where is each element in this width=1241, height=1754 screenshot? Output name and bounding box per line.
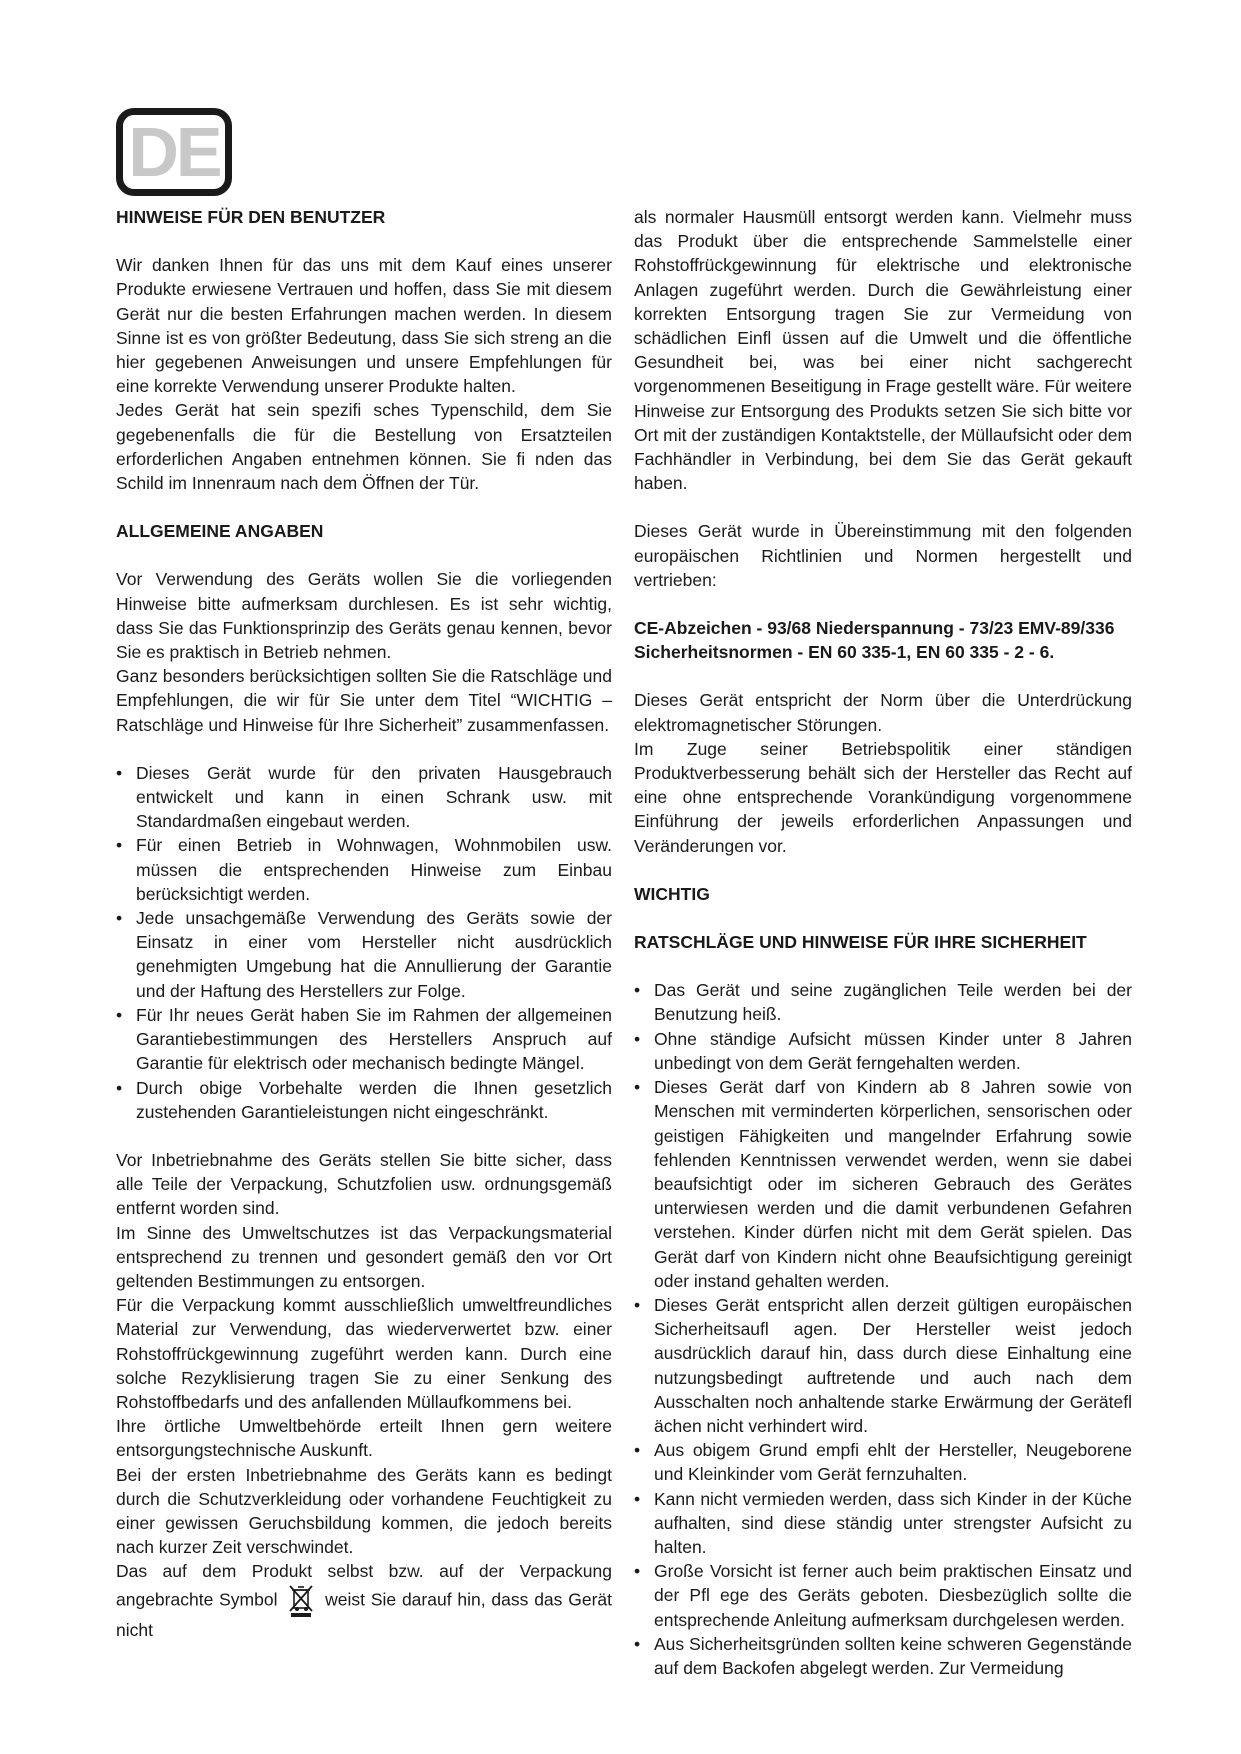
paragraph-policy: Im Zuge seiner Betriebspolitik einer ständigen Produktverbesserung behält sich der Hersteller das Recht auf eine ohne entsprechende Vorankündigung vorgenommene Einführung der jeweils erforderlichen Anpassungen und Veränderungen vor. <box>634 738 1132 856</box>
heading-safety: RATSCHLÄGE UND HINWEISE FÜR IHRE SICHERHEIT <box>634 932 1087 953</box>
list-item: • Jede unsachgemäße Verwendung des Geräts sowie der Einsatz in einer vom Hersteller nicht ausdrücklich genehmigten Umgebung hat die Annullierung der Garantie und der Haftung des Herstellers zur Folge. <box>116 906 612 1003</box>
paragraph-material: Für die Verpackung kommt ausschließlich umweltfreundliches Material zur Verwendung, das wiederverwertet bzw. einer Rohstoffrückgewinnung zugeführt werden kann. Durch eine solche Rezyklisierung tragen Sie zu einer Senkung des Rohstoffbedarfs und des anfallenden Müllaufkommens bei. <box>116 1295 612 1412</box>
paragraph-packaging: Vor Inbetriebnahme des Geräts stellen Sie bitte sicher, dass alle Teile der Verpackung, Schutzfolien usw. ordnungsgemäß entfernt worden sind. <box>116 1149 612 1219</box>
paragraph-weee-symbol <box>116 1559 612 1641</box>
safety-standards-line: Sicherheitsnormen - EN 60 335-1, EN 60 335 - 2 - 6. <box>634 642 1055 663</box>
left-column <box>116 205 612 1642</box>
list-item: • Durch obige Vorbehalte werden die Ihnen gesetzlich zustehenden Garantieleistungen nicht eingeschränkt. <box>116 1076 612 1124</box>
paragraph-emc: Dieses Gerät entspricht der Norm über die Unterdrückung elektromagnetischer Störungen. <box>634 690 1132 735</box>
right-column <box>634 205 1132 1680</box>
language-badge-de <box>116 108 232 196</box>
list-item: • Große Vorsicht ist ferner auch beim praktischen Einsatz und der Pfl ege des Geräts geboten. Diesbezüglich sollte die entsprechende Anleitung aufmerksam durchgelesen werden. <box>634 1559 1132 1632</box>
ce-mark-line: CE-Abzeichen - 93/68 Niederspannung - 73/23 EMV-89/336 <box>634 618 1115 639</box>
paragraph-authority: Ihre örtliche Umweltbehörde erteilt Ihnen gern weitere entsorgungstechnische Auskunft. <box>116 1416 612 1461</box>
paragraph-disposal: als normaler Hausmüll entsorgt werden kann. Vielmehr muss das Produkt über die entsprechende Sammelstelle einer Rohstoffrückgewinnung für elektrische und elektronische Anlagen zugeführt werden. Durch die Gewährleistung einer korrekten Entsorgung tragen Sie zur Vermeidung von schädlichen Einfl üssen auf die Umwelt und die öffentliche Gesundheit bei, was bei einer nicht sachgerecht vorgenommenen Beseitigung in Frage gestellt wäre. Für weitere Hinweise zur Entsorgung des Produkts setzen Sie sich bitte vor Ort mit der zuständigen Kontaktstelle, der Müllaufsicht oder dem Fachhändler in Verbindung, bei dem Sie das Gerät gekauft haben. <box>634 207 1133 494</box>
list-item: • Dieses Gerät wurde für den privaten Hausgebrauch entwickelt und kann in einen Schrank usw. mit Standardmaßen eingebaut werden. <box>116 761 612 834</box>
crossed-bin-icon <box>287 1584 315 1618</box>
heading-general-info: ALLGEMEINE ANGABEN <box>116 521 324 542</box>
list-item: • Für einen Betrieb in Wohnwagen, Wohnmobilen usw. müssen die entsprechenden Hinweise zum Einbau berücksichtigt werden. <box>116 833 612 906</box>
list-item: • Dieses Gerät entspricht allen derzeit gültigen europäischen Sicherheitsaufl agen. Der Hersteller weist jedoch ausdrücklich darauf hin, dass durch diese Einhaltung eine nutzungsbedingt auftretende und auch nach dem Ausschalten noch anhaltende starke Erwärmung der Gerätefl ächen nicht verhindert wird. <box>634 1293 1132 1438</box>
list-item: • Aus Sicherheitsgründen sollten keine schweren Gegenstände auf dem Backofen abgelegt werden. Zur Vermeidung <box>634 1632 1132 1680</box>
paragraph-conformity: Dieses Gerät wurde in Übereinstimmung mit den folgenden europäischen Richtlinien und Normen hergestellt und vertrieben: <box>634 521 1132 590</box>
heading-important: WICHTIG <box>634 883 710 904</box>
list-item: • Das Gerät und seine zugänglichen Teile werden bei der Benutzung heiß. <box>634 978 1132 1026</box>
weee-text-end: weist Sie darauf hin, dass das Gerät nicht <box>116 1589 612 1640</box>
paragraph-safety-tips: Ganz besonders berücksichtigen sollten Sie die Ratschläge und Empfehlungen, die wir für Sie unter dem Titel “WICHTIG – Ratschläge und Hinweise für Ihre Sicherheit” zusammenfassen. <box>116 666 612 735</box>
list-item: • Dieses Gerät darf von Kindern ab 8 Jahren sowie von Menschen mit verminderten körperlichen, sensorischen oder geistigen Fähigkeiten und mangelnder Erfahrung sowie fehlenden Kenntnissen verwendet werden, wenn sie dabei beaufsichtigt oder im sicheren Gebrauch des Gerätes unterwiesen werden und die damit verbundenen Gefahren verstehen. Kinder dürfen nicht mit dem Gerät spielen. Das Gerät darf von Kindern nicht ohne Beaufsichtigung gereinigt oder instand gehalten werden. <box>634 1075 1132 1293</box>
paragraph-environment: Im Sinne des Umweltschutzes ist das Verpackungsmaterial entsprechend zu trennen und gesondert gemäß den vor Ort geltenden Bestimmungen zu entsorgen. <box>116 1222 612 1291</box>
list-item: • Für Ihr neues Gerät haben Sie im Rahmen der allgemeinen Garantiebestimmungen des Herstellers Anspruch auf Garantie für elektrisch oder mechanisch bedingte Mängel. <box>116 1003 612 1076</box>
language-code: DE <box>128 113 220 191</box>
paragraph-read-instructions: Vor Verwendung des Geräts wollen Sie die vorliegenden Hinweise bitte aufmerksam durchlesen. Es ist sehr wichtig, dass Sie das Funktionsprinzip des Geräts genau kennen, bevor Sie es praktisch in Betrieb nehmen. <box>116 569 612 663</box>
general-bullet-list <box>116 761 612 1124</box>
paragraph-type-label: Jedes Gerät hat sein spezifi sches Typenschild, dem Sie gegebenenfalls die für die Bestellung von Ersatzteilen erforderlichen Angaben entnehmen können. Sie fi nden das Schild im Innenraum nach dem Öffnen der Tür. <box>116 400 612 494</box>
weee-text-start: Das auf dem Produkt selbst bzw. auf der Verpackung angebrachte Symbol <box>116 1561 612 1610</box>
list-item: • Ohne ständige Aufsicht müssen Kinder unter 8 Jahren unbedingt von dem Gerät ferngehalten werden. <box>634 1027 1132 1075</box>
list-item: • Kann nicht vermieden werden, dass sich Kinder in der Küche aufhalten, sind diese ständig unter strengster Aufsicht zu halten. <box>634 1487 1132 1560</box>
heading-user-notes: HINWEISE FÜR DEN BENUTZER <box>116 207 386 227</box>
paragraph-thanks: Wir danken Ihnen für das uns mit dem Kauf eines unserer Produkte erwiesene Vertrauen und hoffen, dass Sie mit diesem Gerät nur die besten Erfahrungen machen werden. In diesem Sinne ist es von größter Bedeutung, dass Sie sich streng an die hier gegebenen Anweisungen und unsere Empfehlungen für eine korrekte Verwendung unserer Produkte halten. <box>116 255 612 397</box>
safety-bullet-list <box>634 978 1132 1680</box>
paragraph-first-use-smell: Bei der ersten Inbetriebnahme des Geräts kann es bedingt durch die Schutzverkleidung oder vorhandene Feuchtigkeit zu einer gewissen Geruchsbildung kommen, die jedoch bereits nach kurzer Zeit verschwindet. <box>116 1464 612 1558</box>
list-item: • Aus obigem Grund empfi ehlt der Hersteller, Neugeborene und Kleinkinder vom Gerät fernzuhalten. <box>634 1438 1132 1486</box>
